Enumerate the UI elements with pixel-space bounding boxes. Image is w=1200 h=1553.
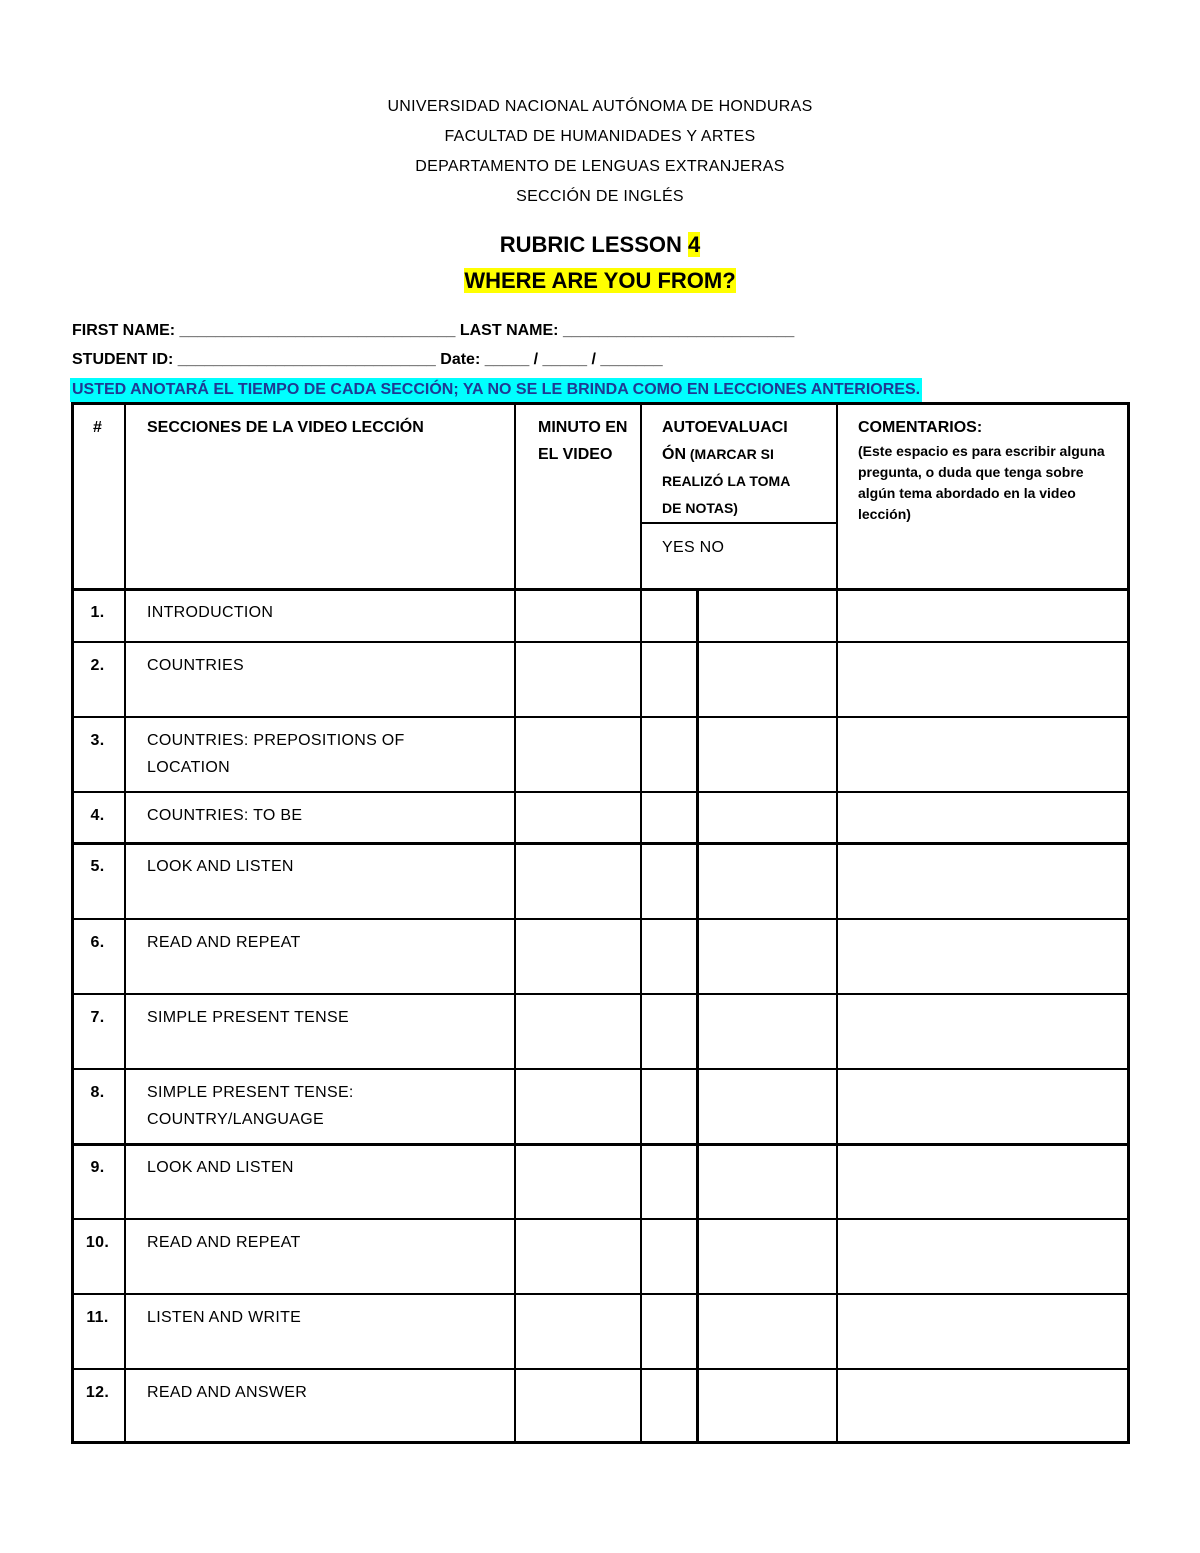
table-row: [71, 842, 1130, 918]
row-number: 3.: [90, 732, 105, 749]
no-cell[interactable]: [699, 1221, 836, 1291]
minute-cell[interactable]: [516, 1221, 638, 1291]
table-row: [71, 993, 1130, 1068]
row-section-name: READ AND REPEAT: [147, 934, 301, 951]
yes-cell[interactable]: [642, 1071, 696, 1141]
yes-cell[interactable]: [642, 1296, 696, 1366]
minute-cell[interactable]: [516, 921, 638, 991]
comment-cell[interactable]: [838, 1221, 1127, 1291]
no-cell[interactable]: [699, 591, 836, 639]
row-section-name: LISTEN AND WRITE: [147, 1309, 302, 1326]
header-sections: SECCIONES DE LA VIDEO LECCIÓN: [147, 419, 424, 436]
row-section-name: LOOK AND LISTEN: [147, 1159, 294, 1176]
row-section-name: READ AND REPEAT: [147, 1234, 301, 1251]
rubric-label: RUBRIC LESSON: [499, 232, 688, 257]
no-cell[interactable]: [699, 644, 836, 714]
rubric-table: [71, 402, 1130, 1444]
id-date-fields[interactable]: STUDENT ID: _____________________________ Date: _____ / _____ / _______: [72, 351, 663, 368]
table-row: [71, 1068, 1130, 1143]
name-fields[interactable]: FIRST NAME: _______________________________ LAST NAME: __________________________: [72, 322, 795, 339]
yes-cell[interactable]: [642, 1371, 696, 1442]
row-section-name: SIMPLE PRESENT TENSE: [147, 1009, 349, 1026]
self-eval-note: (MARCAR SI REALIZÓ LA TOMA DE NOTAS): [662, 446, 790, 516]
row-section-name: READ AND ANSWER: [147, 1384, 308, 1401]
no-cell[interactable]: [699, 1071, 836, 1141]
no-cell[interactable]: [699, 1296, 836, 1366]
row-number: 1.: [90, 604, 105, 621]
university-name: UNIVERSIDAD NACIONAL AUTÓNOMA DE HONDURAS: [387, 98, 813, 115]
faculty-name: FACULTAD DE HUMANIDADES Y ARTES: [444, 128, 756, 145]
no-cell[interactable]: [699, 794, 836, 840]
table-row: [71, 1368, 1130, 1444]
yes-cell[interactable]: [642, 845, 696, 916]
comment-cell[interactable]: [838, 591, 1127, 639]
self-eval-title: AUTOEVALUACI ÓN: [662, 419, 788, 463]
department-name: DEPARTAMENTO DE LENGUAS EXTRANJERAS: [415, 158, 785, 175]
minute-cell[interactable]: [516, 644, 638, 714]
table-row: [71, 1143, 1130, 1218]
minute-cell[interactable]: [516, 1146, 638, 1216]
comments-note: (Este espacio es para escribir alguna pregunta, o duda que tenga sobre algún tema abordado en la video lección): [858, 443, 1105, 522]
row-number: 4.: [90, 807, 105, 824]
yes-cell[interactable]: [642, 1221, 696, 1291]
row-section-name: COUNTRIES: PREPOSITIONS OF LOCATION: [147, 732, 405, 776]
comment-cell[interactable]: [838, 845, 1127, 916]
rubric-title: [0, 232, 1200, 258]
row-section-name: COUNTRIES: TO BE: [147, 807, 303, 824]
no-cell[interactable]: [699, 921, 836, 991]
table-row: [71, 641, 1130, 716]
lesson-subtitle-wrap: [0, 268, 1200, 294]
no-cell[interactable]: [699, 845, 836, 916]
comment-cell[interactable]: [838, 719, 1127, 789]
minute-cell[interactable]: [516, 794, 638, 840]
table-row: [71, 1293, 1130, 1368]
comments-title: COMENTARIOS:: [858, 419, 983, 436]
minute-cell[interactable]: [516, 1071, 638, 1141]
header-num: #: [93, 419, 102, 436]
yes-cell[interactable]: [642, 591, 696, 639]
row-number: 5.: [90, 858, 105, 875]
time-notice: USTED ANOTARÁ EL TIEMPO DE CADA SECCIÓN; YA NO SE LE BRINDA COMO EN LECCIONES ANTERIORES.: [70, 378, 922, 402]
comment-cell[interactable]: [838, 1296, 1127, 1366]
yes-cell[interactable]: [642, 1146, 696, 1216]
minute-cell[interactable]: [516, 1296, 638, 1366]
section-name: SECCIÓN DE INGLÉS: [516, 188, 684, 205]
row-number: 2.: [90, 657, 105, 674]
row-number: 8.: [90, 1084, 105, 1101]
row-number: 10.: [85, 1234, 110, 1251]
yes-no-label: YES NO: [662, 539, 725, 556]
header-self-eval: [662, 414, 812, 522]
lesson-number: 4: [688, 232, 701, 257]
table-border-top: [71, 402, 1130, 405]
yes-cell[interactable]: [642, 921, 696, 991]
comment-cell[interactable]: [838, 644, 1127, 714]
no-cell[interactable]: [699, 1371, 836, 1442]
no-cell[interactable]: [699, 719, 836, 789]
row-section-name: INTRODUCTION: [147, 604, 274, 621]
minute-cell[interactable]: [516, 591, 638, 639]
row-number: 11.: [86, 1309, 109, 1326]
header-minute: MINUTO EN EL VIDEO: [538, 419, 628, 463]
minute-cell[interactable]: [516, 996, 638, 1066]
row-number: 6.: [90, 934, 105, 951]
yes-cell[interactable]: [642, 996, 696, 1066]
row-number: 9.: [90, 1159, 105, 1176]
comment-cell[interactable]: [838, 794, 1127, 840]
yes-cell[interactable]: [642, 644, 696, 714]
table-row: [71, 1218, 1130, 1293]
comment-cell[interactable]: [838, 1371, 1127, 1442]
table-row: [71, 918, 1130, 993]
comment-cell[interactable]: [838, 1146, 1127, 1216]
yes-cell[interactable]: [642, 719, 696, 789]
row-section-name: LOOK AND LISTEN: [147, 858, 294, 875]
row-section-name: COUNTRIES: [147, 657, 244, 674]
table-row: [71, 791, 1130, 842]
comment-cell[interactable]: [838, 996, 1127, 1066]
table-row: [71, 716, 1130, 791]
no-cell[interactable]: [699, 996, 836, 1066]
table-row: [71, 588, 1130, 641]
row-section-name: SIMPLE PRESENT TENSE: COUNTRY/LANGUAGE: [147, 1084, 354, 1128]
minute-cell[interactable]: [516, 719, 638, 789]
comment-cell[interactable]: [838, 1071, 1127, 1141]
self-eval-subheader-line: [640, 522, 836, 524]
lesson-subtitle: WHERE ARE YOU FROM?: [464, 268, 736, 293]
minute-cell[interactable]: [516, 1371, 638, 1442]
no-cell[interactable]: [699, 1146, 836, 1216]
row-number: 12.: [85, 1384, 110, 1401]
minute-cell[interactable]: [516, 845, 638, 916]
yes-cell[interactable]: [642, 794, 696, 840]
row-number: 7.: [90, 1009, 105, 1026]
header-comments: [858, 414, 1108, 525]
comment-cell[interactable]: [838, 921, 1127, 991]
